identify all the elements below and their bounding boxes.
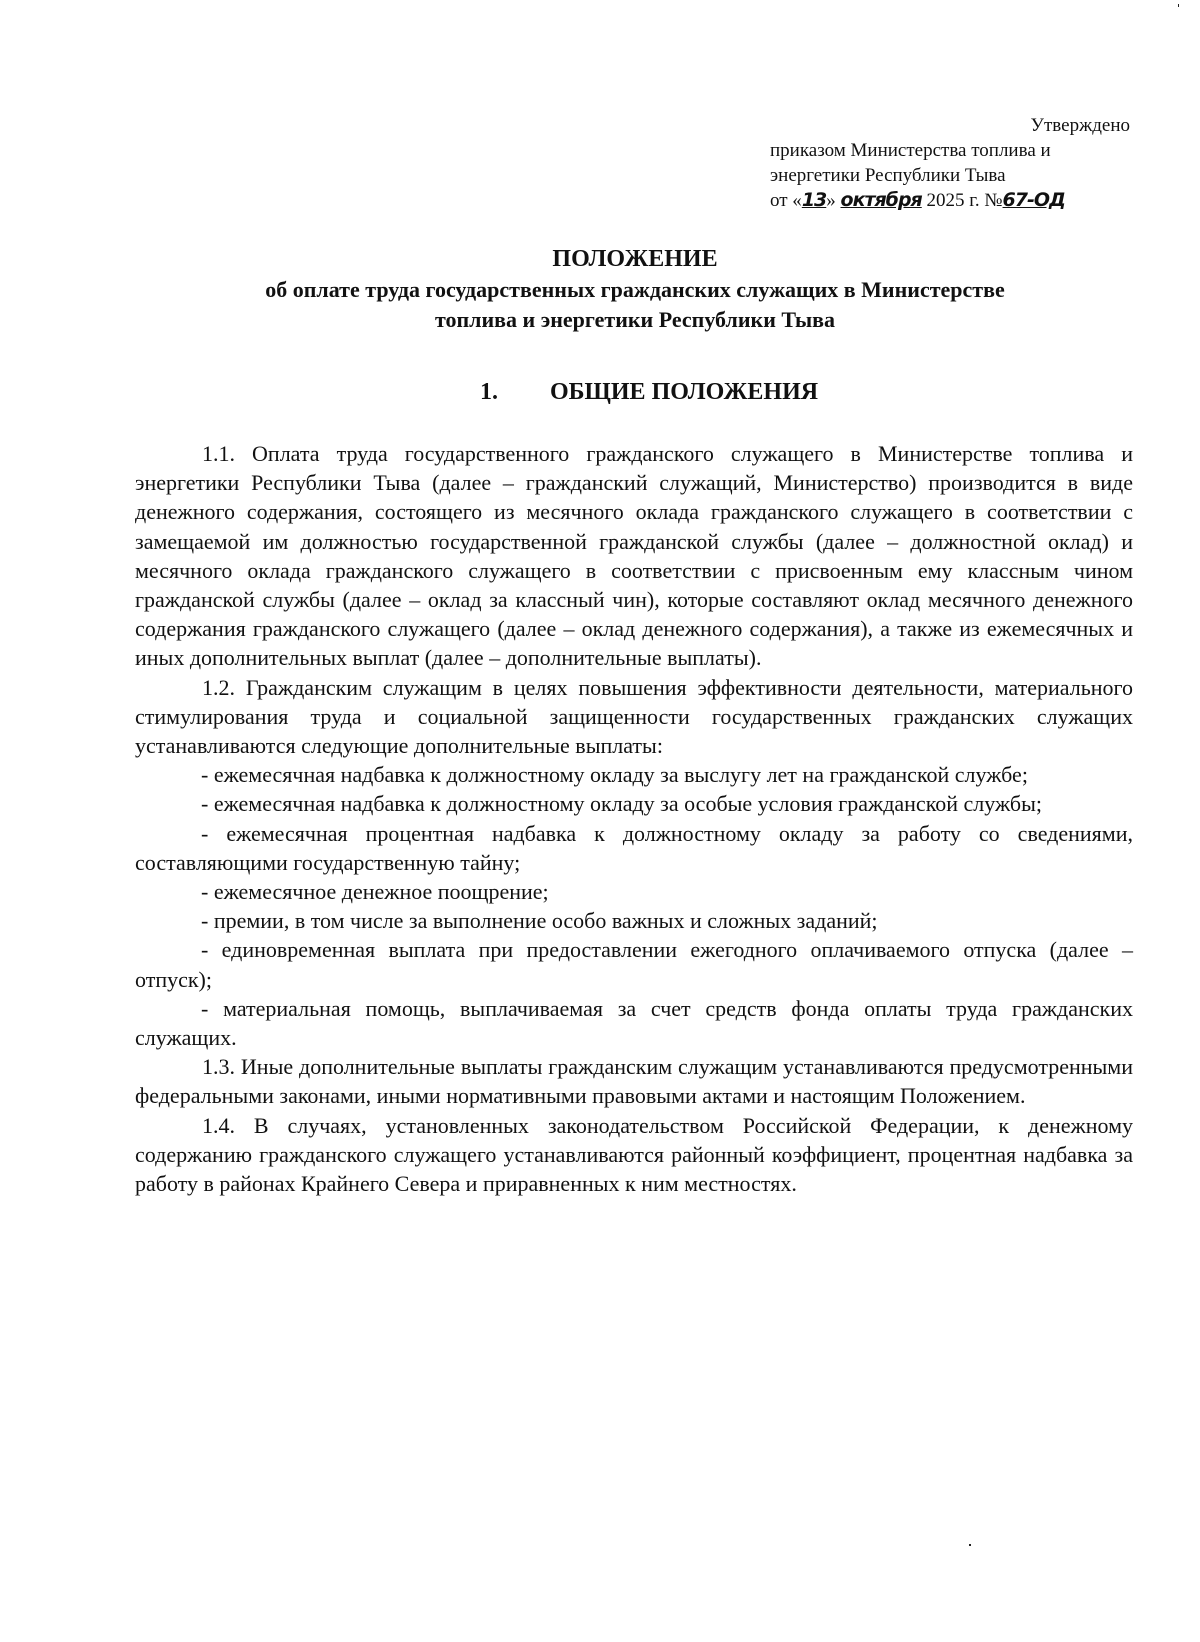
scan-speck xyxy=(1178,4,1179,7)
handwritten-month: октября xyxy=(840,189,922,211)
list-item: - ежемесячная надбавка к должностному окладу за выслугу лет на гражданской службе; xyxy=(201,762,1028,788)
list-item: - премии, в том числе за выполнение особо важных и сложных заданий; xyxy=(201,908,878,934)
paragraph-1-3: 1.3. Иные дополнительные выплаты гражданским служащим устанавливаются предусмотренными федеральными законами, иными нормативными правовыми актами и настоящим Положением. xyxy=(135,1054,1133,1109)
handwritten-day: 13 xyxy=(801,189,827,211)
section-number: 1. xyxy=(480,379,498,405)
scan-speck xyxy=(969,1544,971,1546)
list-item: - ежемесячная надбавка к должностному окладу за особые условия гражданской службы; xyxy=(201,791,1042,817)
section-heading xyxy=(480,377,818,407)
approval-order-line2: энергетики Республики Тыва xyxy=(770,165,1006,186)
date-year: 2025 г. № xyxy=(921,190,1003,211)
list-item: - ежемесячное денежное поощрение; xyxy=(201,879,549,905)
document-subtitle-line2: топлива и энергетики Республики Тыва xyxy=(434,307,836,332)
paragraph-1-1: 1.1. Оплата труда государственного гражданского служащего в Министерстве топлива и энергетики Республики Тыва (далее – гражданский служащий, Министерство) производится в виде денежного содержания, состоящего из месячного оклада гражданского служащего в соответствии с замещаемой им должностью государственной гражданской службы (далее – должностной оклад) и месячного оклада гражданского служащего в соответствии с присвоенным ему классным чином гражданской службы (далее – оклад за классный чин), которые составляют оклад месячного денежного содержания гражданского служащего (далее – оклад денежного содержания), а также из ежемесячных и иных дополнительных выплат (далее – дополнительные выплаты). xyxy=(135,441,1133,671)
list-item: - материальная помощь, выплачиваемая за счет средств фонда оплаты труда гражданских служащих. xyxy=(135,995,1133,1051)
date-mid: » xyxy=(826,190,841,211)
date-prefix: от « xyxy=(770,190,802,211)
handwritten-order-number: 67-ОД xyxy=(1002,189,1065,211)
document-title-block xyxy=(135,244,1135,334)
approval-date-line xyxy=(770,188,1170,213)
section-title: ОБЩИЕ ПОЛОЖЕНИЯ xyxy=(550,379,819,405)
document-title: ПОЛОЖЕНИЕ xyxy=(552,246,718,272)
approval-order-line1: приказом Министерства топлива и xyxy=(770,140,1051,161)
list-item: - ежемесячная процентная надбавка к должностному окладу за работу со сведениями, составляющими государственную тайну; xyxy=(135,820,1133,875)
paragraph-1-2: 1.2. Гражданским служащим в целях повышения эффективности деятельности, материального стимулирования труда и социальной защищенности государственных гражданских служащих устанавливаются следующие дополнительные выплаты: xyxy=(135,674,1133,759)
list-item: - единовременная выплата при предоставлении ежегодного оплачиваемого отпуска (далее – отпуск); xyxy=(135,937,1133,992)
approval-label: Утверждено xyxy=(1030,115,1130,136)
approval-stamp xyxy=(770,113,1170,213)
document-subtitle-line1: об оплате труда государственных гражданских служащих в Министерстве xyxy=(265,277,1005,302)
document-body xyxy=(135,439,1133,1198)
paragraph-1-4: 1.4. В случаях, установленных законодательством Российской Федерации, к денежному содержанию гражданского служащего устанавливаются районный коэффициент, процентная надбавка за работу в районах Крайнего Севера и приравненных к ним местностях. xyxy=(135,1112,1133,1197)
